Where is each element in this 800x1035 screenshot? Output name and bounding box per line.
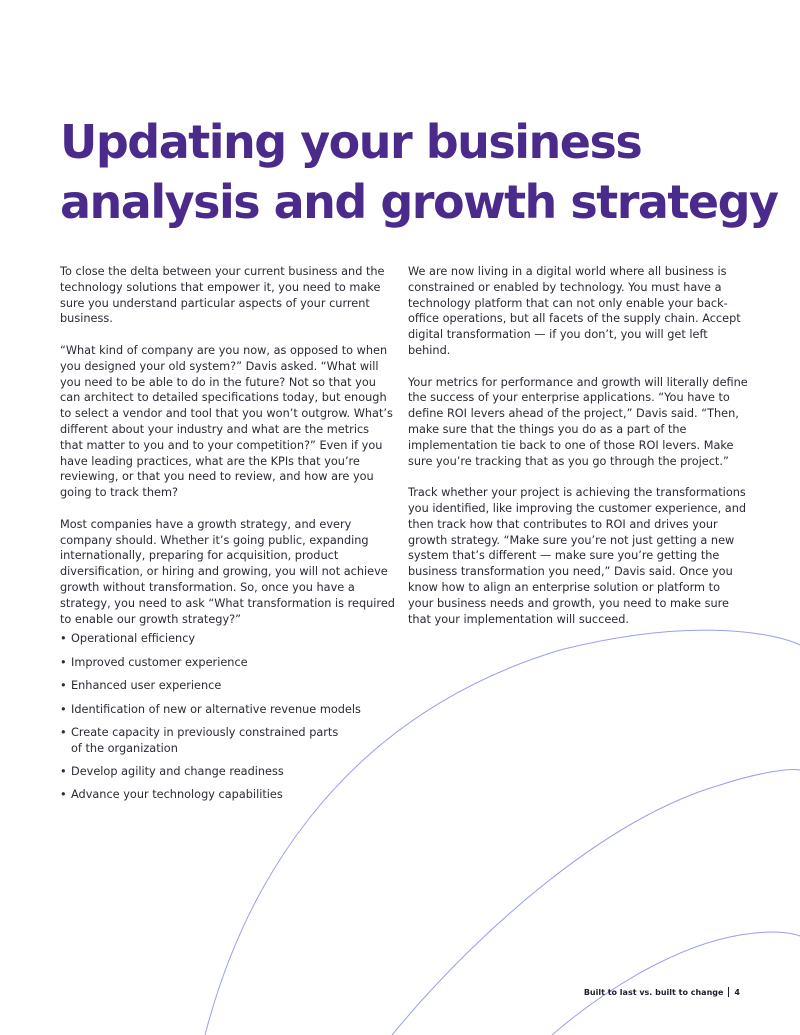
page-number: 4 (734, 987, 740, 997)
metrics-paragraph: Your metrics for performance and growth will literally define the success of your enterprise applications. “You have to define ROI levers ahead of the project,” Davis said. “Then, make sure that the things you do as a part of the implementation tie back to one of those ROI levers. Make sure you’re tracking that as you go through the project.” (408, 375, 748, 468)
right-column (408, 264, 748, 643)
list-item: • Create capacity in previously constrained parts of the organization (60, 725, 341, 757)
footer-divider (728, 987, 729, 997)
page-title: Updating your business analysis and growth strategy (60, 115, 778, 229)
company-now-paragraph: “What kind of company are you now, as opposed to when you designed your old system?” Davis asked. “What will you need to be able to do in the future? Not so that you can architect to detailed specifications today, but enough to select a vendor and tool that you won’t outgrow. What’s different about your industry and what are the metrics that matter to you and to your competition?” Even if you have leading practices, what are the KPIs that you’re reviewing, or that you need to review, and how are you going to track them? (60, 343, 393, 500)
list-item: • Develop agility and change readiness (60, 764, 395, 780)
transformation-bullet-list (60, 631, 395, 803)
growth-strategy-paragraph: Most companies have a growth strategy, and every company should. Whether it’s going public, expanding internationally, preparing for acquisition, product diversification, or hiring and growing, you will not achieve growth without transformation. So, once you have a strategy, you need to ask “What transformation is required to enable our growth strategy?” (60, 517, 395, 626)
page-footer (584, 987, 740, 997)
list-item: • Operational efficiency (60, 631, 395, 647)
digital-world-paragraph: We are now living in a digital world where all business is constrained or enabled by technology. You must have a technology platform that can not only enable your back-office operations, but all facets of the supply chain. Accept digital transformation — if you don’t, you will get left behind. (408, 265, 741, 357)
list-item: • Advance your technology capabilities (60, 787, 395, 803)
list-item: • Enhanced user experience (60, 678, 395, 694)
left-column (60, 264, 395, 811)
footer-label: Built to last vs. built to change (583, 987, 724, 997)
track-project-paragraph: Track whether your project is achieving the transformations you identified, like improving the customer experience, and then track how that contributes to ROI and drives your growth strategy. “Make sure you’re not just getting a new system that’s different — make sure you’re getting the business transformation you need,” Davis said. Once you know how to align an enterprise solution or platform to your business needs and growth, you need to make sure that your implementation will succeed. (408, 486, 747, 626)
list-item: • Improved customer experience (60, 655, 395, 671)
list-item: • Identification of new or alternative revenue models (60, 702, 395, 718)
intro-paragraph: To close the delta between your current business and the technology solutions that empower it, you need to make sure you understand particular aspects of your current business. (60, 265, 385, 326)
